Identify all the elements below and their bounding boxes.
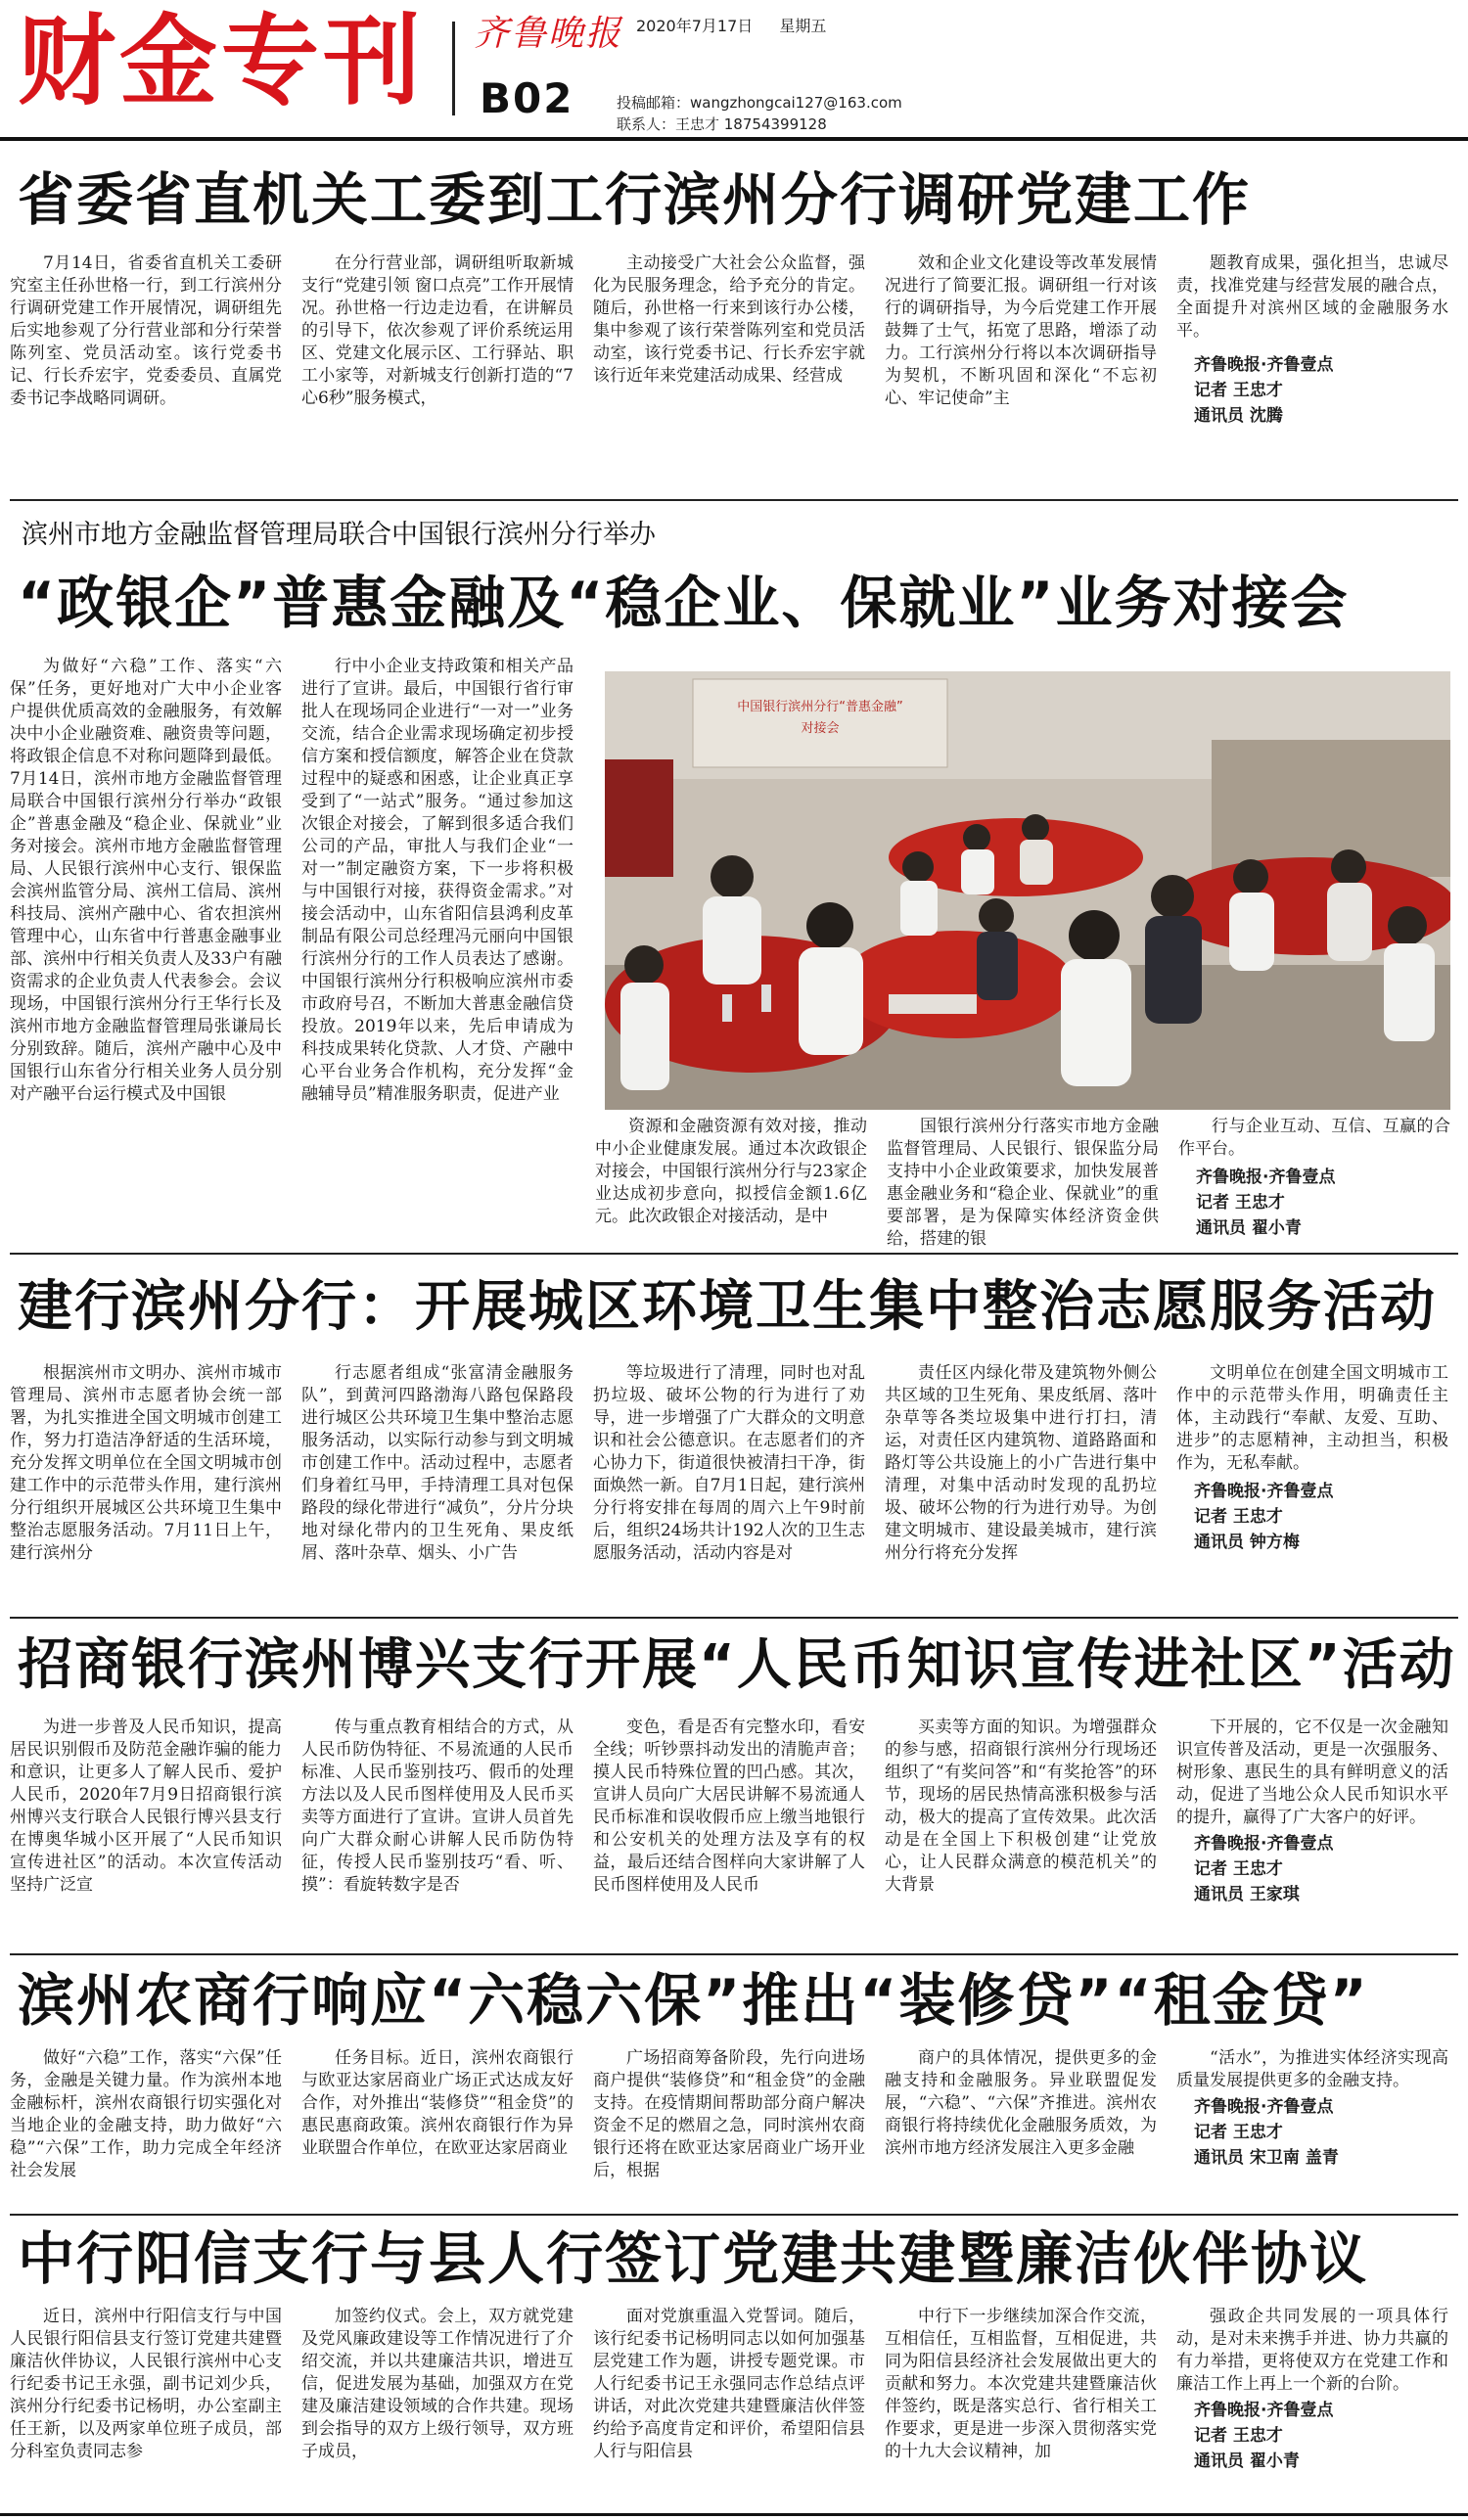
article-column: [595, 1116, 867, 1247]
section-title: 财金专刊: [18, 4, 425, 118]
article-text: 等垃圾进行了清理，同时也对乱扔垃圾、破坏公物的行为进行了劝导，进一步增强了广大群众的文明意识和社会公德意识。在志愿者们的齐心协力下，街道很快被清扫干净，街面焕然一新。自7月1日起，建行滨州分行将安排在每周的周六上午9时前后，组织24场共计192人次的卫生志愿服务活动，活动内容是对: [593, 1363, 865, 1563]
byline: [1176, 1479, 1448, 1555]
masthead: [0, 0, 1468, 137]
newspaper-logo: 齐鲁晚报: [474, 14, 623, 54]
byline: [1176, 1831, 1448, 1907]
bottom-rule: [0, 2513, 1468, 2516]
article-text: 主动接受广大社会公众监督，强化为民服务理念，给予充分的肯定。随后，孙世格一行来到该行办公楼，集中参观了该行荣誉陈列室和党员活动室，该行党委书记、行长乔宏宇就该行近年来党建活动成果、经营成: [593, 253, 865, 386]
article-text: “活水”，为推进实体经济实现高质量发展提供更多的金融支持。: [1176, 2048, 1448, 2090]
article-text: 资源和金融资源有效对接，推动中小企业健康发展。通过本次政银企对接会，中国银行滨州分行与23家企业达成初步意向，拟授信金额1.6亿元。此次政银企对接活动，是中: [595, 1117, 867, 1226]
article-column: [301, 656, 573, 1243]
contact-info: [617, 92, 902, 135]
issue-date: [636, 14, 848, 36]
contact-person: 联系人：王忠才 18754399128: [617, 115, 827, 133]
article-text: 责任区内绿化带及建筑物外侧公共区域的卫生死角、果皮纸屑、落叶杂草等各类垃圾集中进行打扫，清运，对责任区内建筑物、道路路面和路灯等公共设施上的小广告进行集中清理，对集中活动时发现的乱扔垃圾、破坏公物的行为进行劝导。为创建文明城市、建设最美城市，建行滨州分行将充分发挥: [885, 1363, 1157, 1563]
article-columns: [10, 1717, 1448, 1947]
article-text: 行与企业互动、互信、互赢的合作平台。: [1178, 1117, 1450, 1159]
article-text: 效和企业文化建设等改革发展情况进行了简要汇报。调研组一行对该行的调研指导，为今后党建工作开展鼓舞了士气，拓宽了思路，增添了动力。工行滨州分行将以本次调研指导为契机，不断巩固和深化“不忘初心、牢记使命”主: [885, 253, 1157, 408]
article-text: 近日，滨州中行阳信支行与中国人民银行阳信县支行签订党建共建暨廉洁伙伴协议，人民银行滨州中心支行纪委书记王永强，副书记刘少兵，滨州分行纪委书记杨明，办公室副主任王新，以及两家单位班子成员，部分科室负责同志参: [10, 2307, 282, 2461]
article-text: 文明单位在创建全国文明城市工作中的示范带头作用，明确责任主体，主动践行“奉献、友爱、互助、进步”的志愿精神，主动担当，积极作为，无私奉献。: [1176, 1363, 1448, 1473]
headline: 省委省直机关工委到工行滨州分行调研党建工作: [18, 166, 1252, 233]
byline: [1176, 2094, 1448, 2171]
date-text: 2020年7月17日: [636, 17, 754, 35]
article-text: 国银行滨州分行落实市地方金融监督管理局、人民银行、银保监分局支持中小企业政策要求，加快发展普惠金融业务和“稳企业、保就业”的重要部署，是为保障实体经济资金供给，搭建的银: [887, 1117, 1159, 1247]
article-text: 题教育成果，强化担当，忠诚尽责，找准党建与经营发展的融合点，全面提升对滨州区域的金融服务水平。: [1176, 253, 1448, 341]
byline-source: 齐鲁晚报·齐鲁壹点: [1194, 1482, 1334, 1501]
byline-source: 齐鲁晚报·齐鲁壹点: [1194, 355, 1334, 375]
byline-correspondent: 通讯员 钟方梅: [1194, 1533, 1300, 1552]
banner-text: 中国银行滨州分行“普惠金融”: [737, 700, 903, 714]
byline-correspondent: 通讯员 翟小青: [1194, 2451, 1300, 2471]
byline-source: 齐鲁晚报·齐鲁壹点: [1194, 1834, 1334, 1854]
meeting-photo-illustration: [605, 671, 1450, 1110]
byline-reporter: 记者 王忠才: [1194, 2123, 1283, 2142]
byline: [1176, 2398, 1448, 2474]
byline-reporter: 记者 王忠才: [1194, 381, 1283, 400]
article-text: 中行下一步继续加深合作交流，互相信任，互相监督，互相促进，共同为阳信县经济社会发展做出更大的贡献和努力。本次党建共建暨廉洁伙伴签约，既是落实总行、省行相关工作要求，更是进一步深入贯彻落实党的十九大会议精神，加: [885, 2307, 1157, 2461]
section-divider: [10, 2214, 1458, 2216]
article-text: 强政企共同发展的一项具体行动，是对未来携手并进、协力共赢的有力举措，更将使双方在党建工作和廉洁工作上再上一个新的台阶。: [1176, 2307, 1448, 2394]
article-columns: [10, 1362, 1448, 1609]
kicker: 滨州市地方金融监督管理局联合中国银行滨州分行举办: [22, 520, 656, 550]
headline: 招商银行滨州博兴支行开展“人民币知识宣传进社区”活动: [18, 1633, 1456, 1697]
byline-source: 齐鲁晚报·齐鲁壹点: [1194, 2401, 1334, 2420]
byline-reporter: 记者 王忠才: [1194, 2426, 1283, 2446]
byline-correspondent: 通讯员 王家琪: [1194, 1885, 1300, 1904]
byline-reporter: 记者 王忠才: [1194, 1507, 1283, 1527]
section-divider: [10, 1253, 1458, 1255]
article-text: 7月14日，省委省直机关工委研究室主任孙世格一行，到工行滨州分行调研党建工作开展情况，调研组先后实地参观了分行营业部和分行荣誉陈列室、党员活动室。该行党委书记、行长乔宏宇，党委委员、直属党委书记李战略同调研。: [10, 253, 282, 408]
byline: [1178, 1165, 1450, 1241]
page-number: B02: [480, 74, 574, 122]
contact-email: 投稿邮箱：wangzhongcai127@163.com: [617, 94, 902, 112]
section-divider: [10, 1953, 1458, 1955]
byline-correspondent: 通讯员 翟小青: [1196, 1218, 1302, 1238]
article-column: [887, 1116, 1159, 1247]
headline: 中行阳信支行与县人行签订党建共建暨廉洁伙伴协议: [18, 2225, 1369, 2292]
article-columns: [10, 252, 1448, 509]
headline: “政银企”普惠金融及“稳企业、保就业”业务对接会: [18, 570, 1350, 636]
byline-source: 齐鲁晚报·齐鲁壹点: [1196, 1168, 1336, 1187]
article-text: 行志愿者组成“张富清金融服务队”，到黄河四路渤海八路包保路段进行城区公共环境卫生集中整治志愿服务活动，以实际行动参与到文明城市创建工作中。活动过程中，志愿者们身着红马甲，手持清理工具对包保路段的绿化带进行“减负”，分片分块地对绿化带内的卫生死角、果皮纸屑、落叶杂草、烟头、小广告: [301, 1363, 573, 1563]
article-text: 下开展的，它不仅是一次金融知识宣传普及活动，更是一次强服务、树形象、惠民生的具有鲜明意义的活动，促进了当地公众人民币知识水平的提升，赢得了广大客户的好评。: [1176, 1718, 1448, 1827]
article-text: 面对党旗重温入党誓词。随后，该行纪委书记杨明同志以如何加强基层党建工作为题，讲授专题党课。市人行纪委书记王永强同志作总结点评讲话，对此次党建共建暨廉洁伙伴签约给予高度肯定和评价，希望阳信县人行与阳信县: [593, 2307, 865, 2461]
banner-text-2: 对接会: [801, 721, 840, 736]
article-text: 为进一步普及人民币知识，提高居民识别假币及防范金融诈骗的能力和意识，让更多人了解人民币、爱护人民币，2020年7月9日招商银行滨州博兴支行联合人民银行博兴县支行在博奥华城小区开展了“人民币知识宣传进社区”的活动。本次宣传活动坚持广泛宣: [10, 1718, 282, 1895]
byline-reporter: 记者 王忠才: [1196, 1193, 1285, 1213]
article-text: 任务目标。近日，滨州农商银行与欧亚达家居商业广场正式达成友好合作，对外推出“装修贷”“租金贷”的惠民惠商政策。滨州农商银行作为异业联盟合作单位，在欧亚达家居商业: [301, 2048, 573, 2158]
article-text: 在分行营业部，调研组听取新城支行“党建引领 窗口点亮”工作开展情况。孙世格一行边走边看，在讲解员的引导下，依次参观了评价系统运用区、党建文化展示区、工行驿站、职工小家等，对新城支行创新打造的“7心6秒”服务模式，: [301, 253, 573, 408]
article-text: 变色，看是否有完整水印，看安全线；听钞票抖动发出的清脆声音；摸人民币特殊位置的凹凸感。其次，宣讲人员向广大居民讲解不易流通人民币标准和误收假币应上缴当地银行和公安机关的处理方法及享有的权益，最后还结合图样向大家讲解了人民币图样使用及人民币: [593, 1718, 865, 1895]
article-text: 买卖等方面的知识。为增强群众的参与感，招商银行滨州分行现场还组织了“有奖问答”和“有奖抢答”的环节，现场的居民热情高涨积极参与活动，极大的提高了宣传效果。此次活动是在全国上下积极创建“让党放心，让人民群众满意的模范机关”的大背景: [885, 1718, 1157, 1895]
article-text: 传与重点教育相结合的方式，从人民币防伪特征、不易流通的人民币标准、人民币鉴别技巧、假币的处理方法以及人民币图样使用及人民币买卖等方面进行了宣讲。宣讲人员首先向广大群众耐心讲解人民币防伪特征，传授人民币鉴别技巧“看、听、摸”：看旋转数字是否: [301, 1718, 573, 1895]
article-column: [1178, 1116, 1450, 1247]
masthead-divider: [452, 22, 455, 115]
headline: 滨州农商行响应“六稳六保”推出“装修贷”“租金贷”: [18, 1967, 1369, 2034]
meeting-photo: [605, 671, 1450, 1110]
article-text: 加签约仪式。会上，双方就党建及党风廉政建设等工作情况进行了介绍交流，并以共建廉洁共识，增进互信，促进发展为基础，加强双方在党建及廉洁建设领域的合作共建。现场到会指导的双方上级行领导，双方班子成员，: [301, 2307, 573, 2461]
article-text: 行中小企业支持政策和相关产品进行了宣讲。最后，中国银行省行审批人在现场同企业进行“一对一”业务交流，结合企业需求现场确定初步授信方案和授信额度，解答企业在贷款过程中的疑惑和困惑，让企业真正享受到了“一站式”服务。“通过参加这次银企对接会，了解到很多适合我们公司的产品，审批人与我们企业“一对一”制定融资方案，下一步将积极与中国银行对接，获得资金需求。”对接会活动中，山东省阳信县鸿利皮革制品有限公司总经理冯元丽向中国银行滨州分行的工作人员表达了感谢。中国银行滨州分行积极响应滨州市委市政府号召，不断加大普惠金融信贷投放。2019年以来，先后申请成为科技成果转化贷款、人才贷、产融中心平台业务合作机构，充分发挥“金融辅导员”精准服务职责，促进产业: [301, 657, 573, 1104]
masthead-rule: [0, 137, 1468, 141]
article-text: 做好“六稳”工作，落实“六保”任务，金融是关键力量。作为滨州本地金融标杆，滨州农商银行切实强化对当地企业的金融支持，助力做好“六稳”“六保”工作，助力完成全年经济社会发展: [10, 2048, 282, 2180]
article-column: [10, 656, 282, 1243]
article-text: 商户的具体情况，提供更多的金融支持和金融服务。异业联盟促发展，“六稳”、“六保”齐推进。滨州农商银行将持续优化金融服务质效，为滨州市地方经济发展注入更多金融: [885, 2048, 1157, 2158]
byline-correspondent: 通讯员 宋卫南 盖青: [1194, 2148, 1339, 2168]
byline-reporter: 记者 王忠才: [1194, 1859, 1283, 1879]
byline-correspondent: 通讯员 沈腾: [1194, 406, 1283, 426]
section-divider: [10, 499, 1458, 501]
section-divider: [10, 1617, 1458, 1619]
byline-source: 齐鲁晚报·齐鲁壹点: [1194, 2097, 1334, 2117]
weekday-text: 星期五: [779, 17, 827, 35]
article-columns: [10, 2047, 1448, 2214]
byline: [1176, 352, 1448, 429]
headline: 建行滨州分行：开展城区环境卫生集中整治志愿服务活动: [18, 1275, 1437, 1339]
article-text: 为做好“六稳”工作、落实“六保”任务，更好地对广大中小企业客户提供优质高效的金融服务，有效解决中小企业融资难、融资贵等问题，将政银企信息不对称问题降到最低。7月14日，滨州市地方金融监督管理局联合中国银行滨州分行举办“政银企”普惠金融及“稳企业、保就业”业务对接会。滨州市地方金融监督管理局、人民银行滨州中心支行、银保监会滨州监管分局、滨州工信局、滨州科技局、滨州产融中心、省农担滨州管理中心，山东省中行普惠金融事业部、滨州中行相关负责人及33户有融资需求的企业负责人代表参会。会议现场，中国银行滨州分行王华行长及滨州市地方金融监督管理局张谦局长分别致辞。随后，滨州产融中心及中国银行山东省分行相关业务人员分别对产融平台运行模式及中国银: [10, 657, 282, 1104]
article-text: 广场招商筹备阶段，先行向进场商户提供“装修贷”和“租金贷”的金融支持。在疫情期间帮助部分商户解决资金不足的燃眉之急，同时滨州农商银行还将在欧亚达家居商业广场开业后，根据: [593, 2048, 865, 2180]
article-text: 根据滨州市文明办、滨州市城市管理局、滨州市志愿者协会统一部署，为扎实推进全国文明城市创建工作，努力打造洁净舒适的生活环境，充分发挥文明单位在全国文明城市创建工作中的示范带头作用，建行滨州分行组织开展城区公共环境卫生集中整治志愿服务活动。7月11日上午，建行滨州分: [10, 1363, 282, 1563]
article-columns: [10, 2306, 1448, 2507]
